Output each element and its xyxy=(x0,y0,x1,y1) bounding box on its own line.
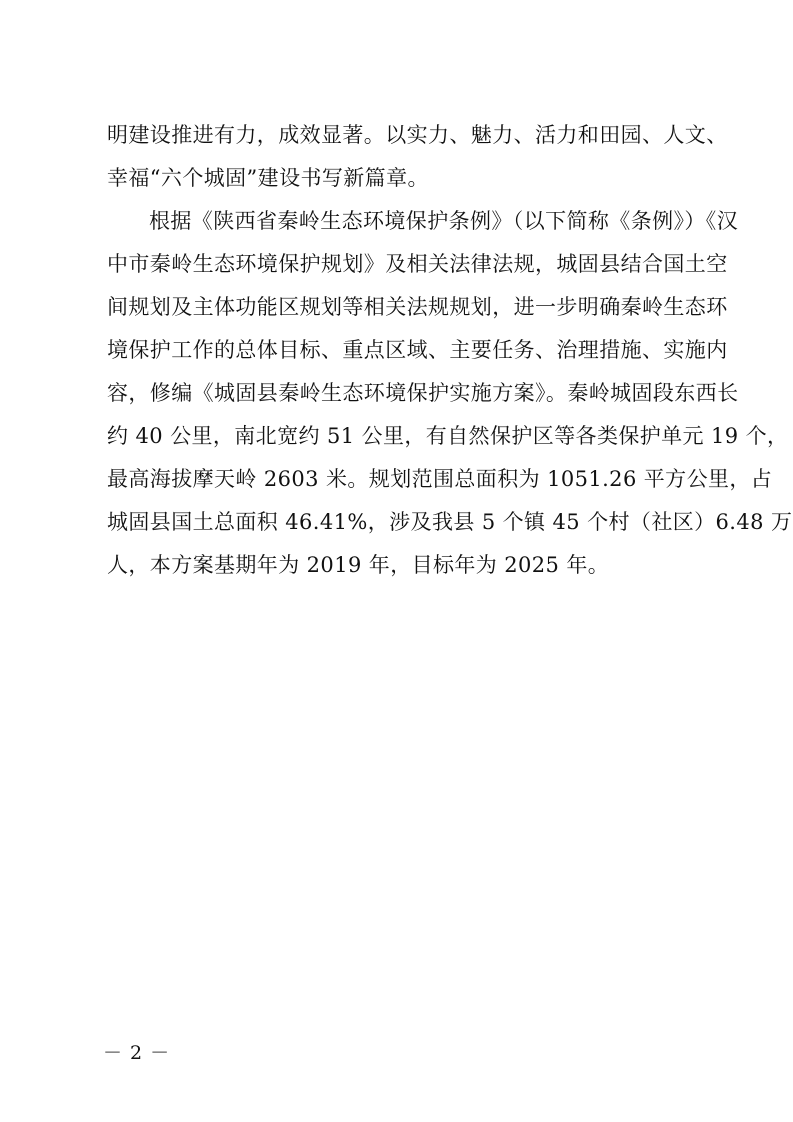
paragraph-2-line-9: 人，本方案基期年为 2019 年，目标年为 2025 年。 xyxy=(107,553,610,577)
paragraph-2-line-7: 最高海拔摩天岭 2603 米。规划范围总面积为 1051.26 平方公里，占 xyxy=(107,467,773,491)
page-number: － 2 － xyxy=(103,1042,171,1064)
paragraph-2-line-6: 约 40 公里，南北宽约 51 公里，有自然保护区等各类保护单元 19 个， xyxy=(107,424,789,448)
paragraph-2-line-8: 城固县国土总面积 46.41%，涉及我县 5 个镇 45 个村（社区）6.48 万 xyxy=(107,510,793,534)
paragraph-2-line-3: 间规划及主体功能区规划等相关法规规划，进一步明确秦岭生态环 xyxy=(107,295,728,319)
paragraph-1-line-2: 幸福“六个城固”建设书写新篇章。 xyxy=(107,166,429,190)
paragraph-2-line-4: 境保护工作的总体目标、重点区域、主要任务、治理措施、实施内 xyxy=(107,338,728,362)
paragraph-2-line-1: 根据《陕西省秦岭生态环境保护条例》（以下简称《条例》）《汉 xyxy=(149,209,739,233)
paragraph-2-line-2: 中市秦岭生态环境保护规划》及相关法律法规，城固县结合国土空 xyxy=(107,252,728,276)
paragraph-1-line-1: 明建设推进有力，成效显著。以实力、魅力、活力和田园、人文、 xyxy=(107,123,728,147)
paragraph-2-line-5: 容，修编《城固县秦岭生态环境保护实施方案》。秦岭城固段东西长 xyxy=(107,381,739,405)
